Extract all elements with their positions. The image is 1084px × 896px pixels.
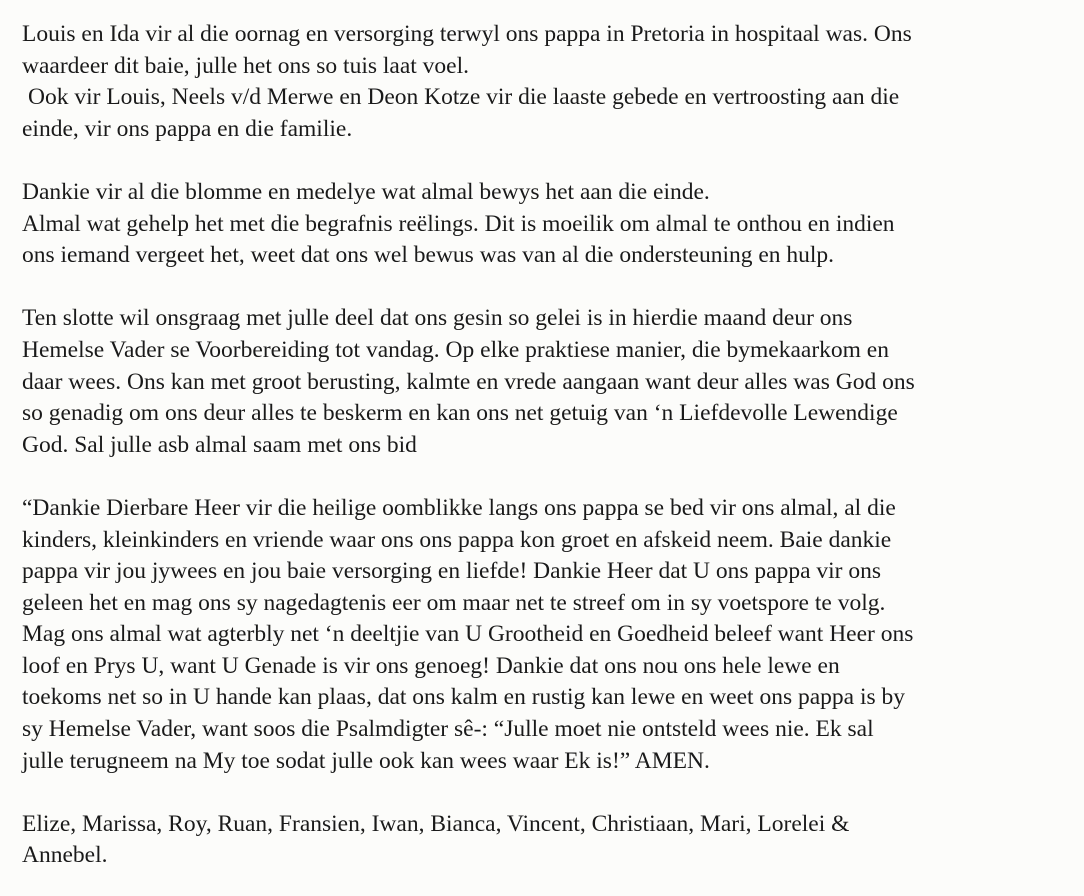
text-line: toekoms net so in U hande kan plaas, dat ons kalm en rustig kan lewe en weet ons pappa is by: [22, 684, 906, 711]
paragraph-gap: [22, 461, 1072, 493]
text-line: einde, vir ons pappa en die familie.: [22, 115, 353, 142]
paragraph-prayer: [22, 493, 1072, 777]
text-line: Dankie vir al die blomme en medelye wat almal bewys het aan die einde.: [22, 178, 710, 205]
text-line: Elize, Marissa, Roy, Ruan, Fransien, Iwan, Bianca, Vincent, Christiaan, Mari, Lorelei &: [22, 810, 850, 837]
text-line: ons iemand vergeet het, weet dat ons wel bewus was van al die ondersteuning en hulp.: [22, 242, 835, 269]
text-line: Ten slotte wil onsgraag met julle deel dat ons gesin so gelei is in hierdie maand deur ons: [22, 305, 853, 332]
text-line: Ook vir Louis, Neels v/d Merwe en Deon Kotze vir die laaste gebede en vertroosting aan die: [28, 84, 900, 111]
text-line: Annebel.: [22, 842, 108, 869]
paragraph-signatures: [22, 809, 1072, 872]
text-line: “Dankie Dierbare Heer vir die heilige oomblikke langs ons pappa se bed vir ons almal, al die: [22, 494, 896, 521]
text-line: daar wees. Ons kan met groot berusting, kalmte en vrede aangaan want deur alles was God ons: [22, 368, 915, 395]
document-page: [22, 19, 1072, 872]
paragraph-gap: [22, 272, 1072, 304]
text-line: God. Sal julle asb almal saam met ons bid: [22, 431, 417, 458]
text-line: Hemelse Vader se Voorbereiding tot vandag. Op elke praktiese manier, die bymekaarkom en: [22, 336, 889, 363]
text-line: sy Hemelse Vader, want soos die Psalmdigter sê-: “Julle moet nie ontsteld wees nie. Ek sal: [22, 716, 874, 743]
text-line: so genadig om ons deur alles te beskerm en kan ons net getuig van ‘n Liefdevolle Lewendige: [22, 400, 898, 427]
paragraph-gap: [22, 777, 1072, 809]
text-line: geleen het en mag ons sy nagedagtenis eer om maar net te streef om in sy voetspore te volg.: [22, 589, 886, 616]
text-line: kinders, kleinkinders en vriende waar ons ons pappa kon groet en afskeid neem. Baie dankie: [22, 526, 892, 553]
text-line: pappa vir jou jywees en jou baie versorging en liefde! Dankie Heer dat U ons pappa vir ons: [22, 558, 882, 585]
text-line: Louis en Ida vir al die oornag en versorging terwyl ons pappa in Pretoria in hospitaal was. Ons: [22, 21, 912, 47]
text-line: Mag ons almal wat agterbly net ‘n deeltjie van U Grootheid en Goedheid beleef want Heer ons: [22, 621, 914, 648]
paragraph-gap: [22, 145, 1072, 177]
paragraph-thanks-louis-ida: [22, 19, 1072, 145]
paragraph-closing: [22, 303, 1072, 461]
text-line: waardeer dit baie, julle het ons so tuis laat voel.: [22, 52, 470, 79]
paragraph-flowers-funeral: [22, 177, 1072, 272]
text-line: loof en Prys U, want U Genade is vir ons genoeg! Dankie dat ons nou ons hele lewe en: [22, 652, 840, 679]
text-line: Almal wat gehelp het met die begrafnis reëlings. Dit is moeilik om almal te onthou en indien: [22, 210, 895, 237]
text-line: julle terugneem na My toe sodat julle ook kan wees waar Ek is!” AMEN.: [22, 747, 710, 774]
